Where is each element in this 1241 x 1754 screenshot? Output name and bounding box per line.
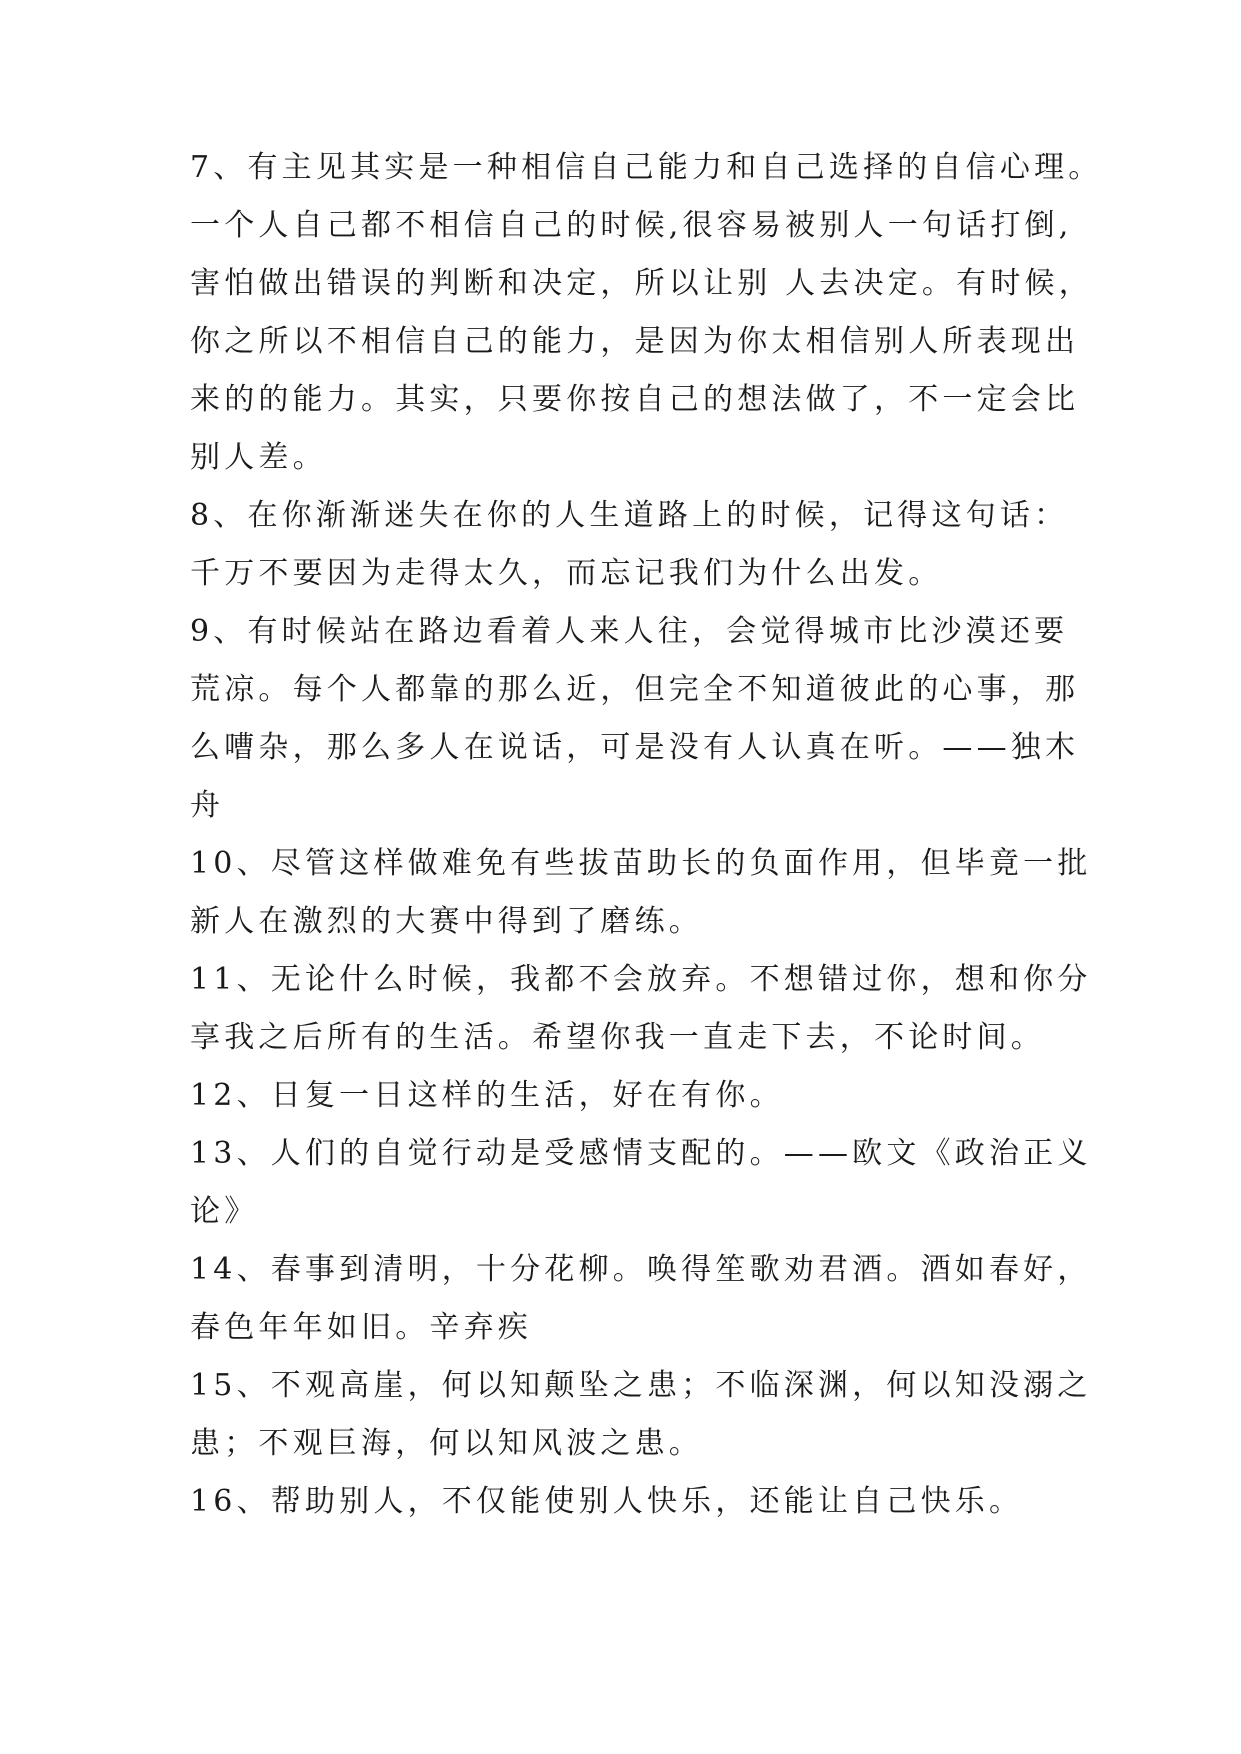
- text-line: 么嘈杂，那么多人在说话，可是没有人认真在听。——独木: [190, 730, 1080, 765]
- text-line: 别人差。: [190, 440, 327, 475]
- text-line: 患；不观巨海，何以知风波之患。: [190, 1426, 703, 1461]
- text-line: 舟: [190, 788, 225, 823]
- text-line: 一个人自己都不相信自己的时候,很容易被别人一句话打倒,: [190, 208, 1073, 243]
- text-line: 千万不要因为走得太久，而忘记我们为什么出发。: [190, 556, 943, 591]
- text-line: 11、无论什么时候，我都不会放弃。不想错过你，想和你分: [190, 962, 1092, 997]
- text-line: 春色年年如旧。辛弃疾: [190, 1310, 532, 1345]
- text-line: 你之所以不相信自己的能力，是因为你太相信别人所表现出: [190, 324, 1080, 359]
- text-line: 享我之后所有的生活。希望你我一直走下去，不论时间。: [190, 1020, 1045, 1055]
- text-line: 14、春事到清明，十分花柳。唤得笙歌劝君酒。酒如春好，: [190, 1252, 1092, 1287]
- text-line: 论》: [190, 1194, 259, 1229]
- text-line: 新人在激烈的大赛中得到了磨练。: [190, 904, 703, 939]
- text-line: 害怕做出错误的判断和决定，所以让别 人去决定。有时候，: [190, 266, 1093, 301]
- text-line: 16、帮助别人，不仅能使别人快乐，还能让自己快乐。: [190, 1484, 1024, 1519]
- text-line: 13、人们的自觉行动是受感情支配的。——欧文《政治正义: [190, 1136, 1092, 1171]
- text-line: 8、在你渐渐迷失在你的人生道路上的时候，记得这句话：: [190, 498, 1069, 533]
- text-line: 10、尽管这样做难免有些拔苗助长的负面作用，但毕竟一批: [190, 846, 1092, 881]
- text-line: 7、有主见其实是一种相信自己能力和自己选择的自信心理。: [190, 150, 1103, 185]
- text-line: 12、日复一日这样的生活，好在有你。: [190, 1078, 784, 1113]
- text-line: 15、不观高崖，何以知颠坠之患；不临深渊，何以知没溺之: [190, 1368, 1092, 1403]
- text-line: 来的的能力。其实，只要你按自己的想法做了，不一定会比: [190, 382, 1080, 417]
- text-line: 荒凉。每个人都靠的那么近，但完全不知道彼此的心事，那: [190, 672, 1080, 707]
- text-line: 9、有时候站在路边看着人来人往，会觉得城市比沙漠还要: [190, 614, 1069, 649]
